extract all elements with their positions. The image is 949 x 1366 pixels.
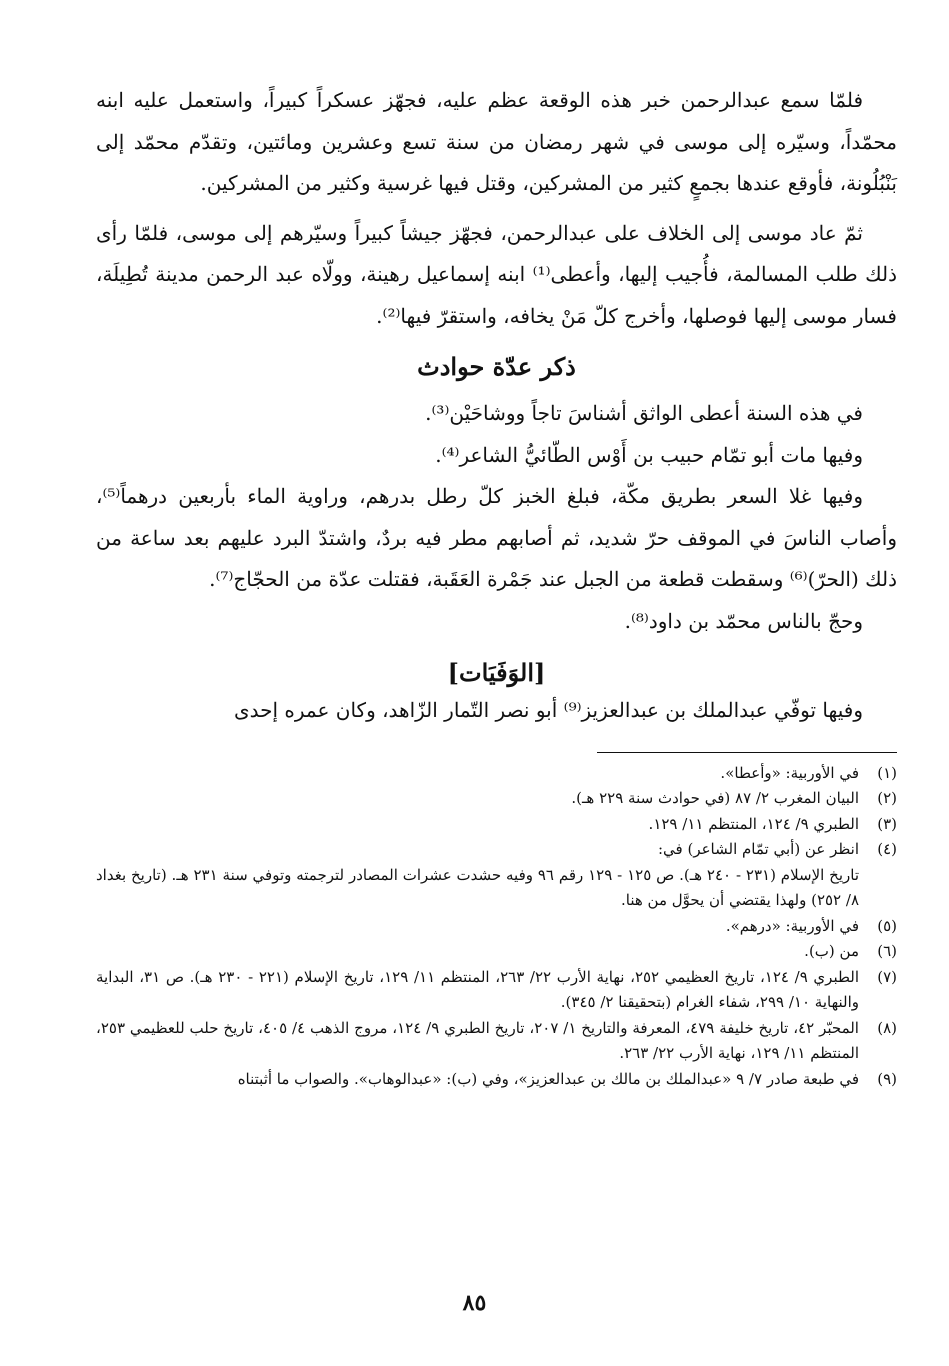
footnote-item (96, 1016, 897, 1067)
footnote-text: من (ب). (804, 942, 859, 960)
body-paragraph: فلمّا سمع عبدالرحمن خبر هذه الوقعة عظم عليه، فجهّز عسكراً كبيراً، واستعمل عليه ابنه محمّداً، وسيّره إلى موسى في شهر رمضان من سنة تسع وعشرين ومائتين، وتقدّم محمّد إلى بَنْبُلُونة، فأوقع عندها بجمعٍ كثير من المشركين، وقتل فيها غرسية وكثير من المشركين. (96, 88, 898, 195)
footnote-number: (٢) (877, 789, 897, 807)
footnote-text: في طبعة صادر ٧/ ٩ «عبدالملك بن مالك بن عبدالعزيز»، وفي (ب): «عبدالوهاب». والصواب ما أثبتناه (237, 1069, 859, 1088)
body-paragraph: وفيها غلا السعر بطريق مكّة، فبلغ الخبز كلّ رطل بدرهم، وراوية الماء بأربعين درهماً⁽⁵⁾، وأصاب الناسَ في الموقف حرّ شديد، ثم أصابهم مطر فيه بردٌ، واشتدّ البرد عليهم بعد ساعة من ذلك (الحرّ)⁽⁶⁾ وسقطت قطعة من الجبل عند جَمْرة العَقَبة، فقتلت عدّة من الحجّاج⁽⁷⁾. (96, 484, 897, 591)
footnote-item (96, 914, 897, 940)
footnote-text: الطبري ٩/ ١٢٤، المنتظم ١١/ ١٢٩. (648, 814, 859, 833)
footnote-text: في الأوربية: «وأعطا». (720, 763, 859, 782)
footnote-item (96, 786, 897, 812)
footnotes (96, 761, 897, 1093)
footnote-item (96, 939, 897, 965)
footnote-number: (٤) (877, 840, 897, 858)
footnote-item (96, 812, 897, 838)
footnote-item (96, 965, 897, 1016)
footnote-number: (٦) (877, 942, 897, 960)
footnote-number: (٩) (877, 1069, 897, 1088)
footnote-continuation: تاريخ الإسلام (٢٣١ - ٢٤٠ هـ). ص ١٢٥ - ١٢٩ رقم ٩٦ وفيه حشدت عشرات المصادر لترجمته وتوفي سنة ٢٣١ هـ. (تاريخ بغداد ٨/ ٢٥٢) ولهذا يقتضي أن يحوَّل من هنا. (96, 865, 860, 909)
page-content (96, 80, 897, 1366)
footnote-number: (٧) (877, 967, 897, 986)
footnote-number: (٣) (877, 814, 897, 833)
footnote-text: المحبّر ٤٢، تاريخ خليفة ٤٧٩، المعرفة والتاريخ ١/ ٢٠٧، تاريخ الطبري ٩/ ١٢٤، مروج الذهب ٤/ ٤٠٥، تاريخ حلب للعظيمي ٢٥٣، المنتظم ١١/ ١٢٩، نهاية الأرب ٢٢/ ٢٦٣. (96, 1018, 859, 1062)
section-heading-deaths: [الوَفَيَات] (447, 658, 546, 687)
body-paragraph: ثمّ عاد موسى إلى الخلاف على عبدالرحمن، فجهّز جيشاً كبيراً وسيّرهم إلى موسى، فلمّا رأى ذلك طلب المسالمة، فأُجيب إليها، وأعطى⁽¹⁾ ابنه إسماعيل رهينة، وولّاه عبد الرحمن مدينة تُطِيلَة، فسار موسى إليها فوصلها، وأخرج كلّ مَنْ يخافه، واستقرّ فيها⁽²⁾. (96, 220, 897, 328)
body-paragraph: وحجّ بالناس محمّد بن داود⁽⁸⁾. (624, 608, 863, 633)
footnote-divider (597, 752, 897, 753)
footnote-text: البيان المغرب ٢/ ٨٧ (في حوادث سنة ٢٢٩ هـ). (571, 789, 859, 807)
footnote-item (96, 837, 897, 863)
footnote-number: (٥) (877, 916, 897, 935)
footnote-number: (١) (877, 763, 897, 782)
page-number: ٨٥ (462, 1290, 487, 1316)
body-paragraph: وفيها مات أبو تمّام حبيب بن أَوْس الطّائيُّ الشاعر⁽⁴⁾. (435, 442, 863, 467)
body-paragraph: في هذه السنة أعطى الواثق أشناسَ تاجاً ووشاحَيْن⁽³⁾. (425, 401, 863, 425)
footnote-text: انظر عن (أبي تمّام الشاعر) في: (657, 840, 859, 858)
footnote-number: (٨) (877, 1018, 897, 1037)
footnote-text: الطبري ٩/ ١٢٤، تاريخ العظيمي ٢٥٢، نهاية الأرب ٢٢/ ٢٦٣، المنتظم ١١/ ١٢٩، تاريخ الإسلام (٢٢١ - ٢٣٠ هـ). ص ٣١، البداية والنهاية ١٠/ ٢٩٩، شفاء الغرام (بتحقيقنا ٢/ ٣٤٥). (96, 967, 860, 1011)
footnote-item (96, 1067, 897, 1093)
section-heading-events: ذكر عدّة حوادث (417, 352, 576, 381)
body-paragraph: وفيها توفّي عبدالملك بن عبدالعزيز⁽⁹⁾ أبو نصر التّمار الزّاهد، وكان عمره إحدى (233, 698, 863, 722)
footnote-text: في الأوربية: «درهم». (725, 916, 859, 935)
footnote-item (96, 761, 897, 787)
